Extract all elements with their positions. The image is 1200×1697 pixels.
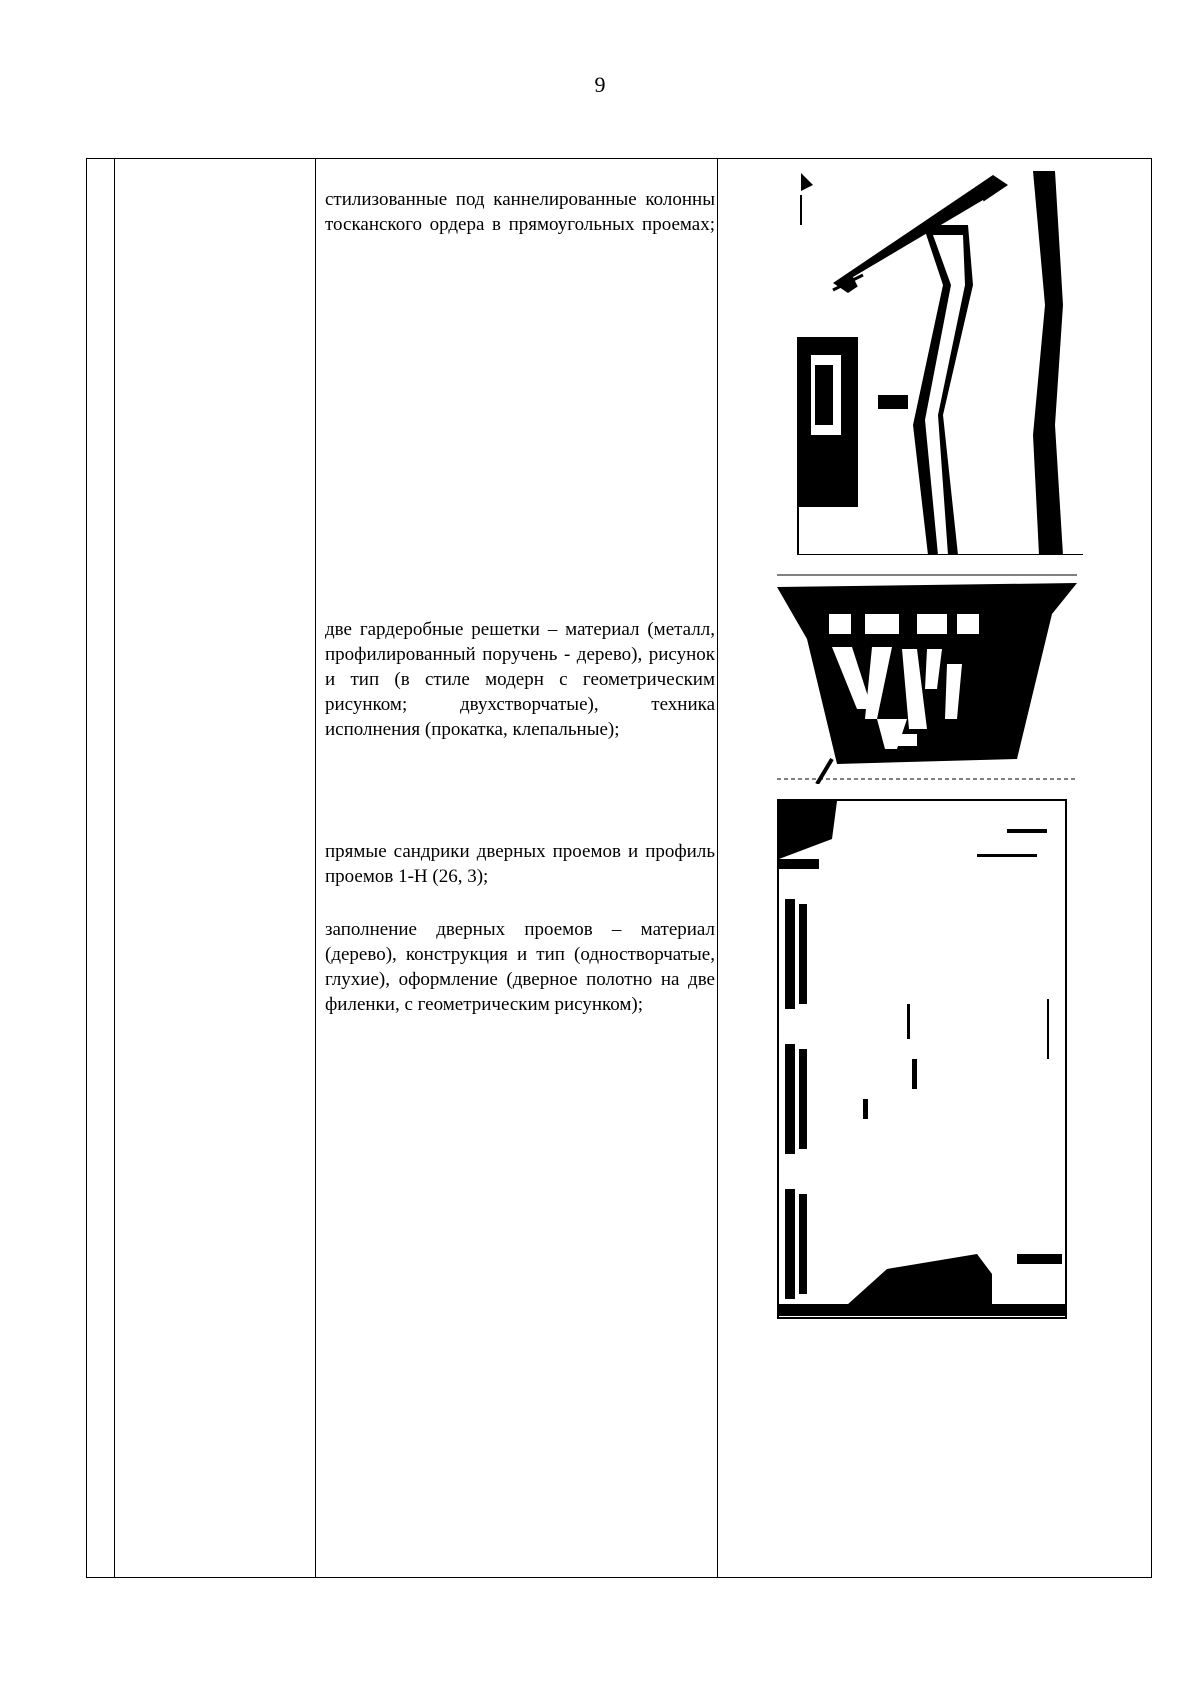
- wardrobe-grille-photo: [777, 569, 1077, 784]
- column-divider: [315, 159, 316, 1577]
- item-description: две гардеробные решетки – материал (металл, профилированный поручень - дерево), рисунок и тип (в стиле модерн с геометрическим рисунком; двухстворчатые), техника исполнения (прокатка, клепальные);: [325, 619, 715, 740]
- door-photo: [777, 799, 1067, 1319]
- column-divider: [114, 159, 115, 1577]
- item-description: стилизованные под каннелированные колонны тосканского ордера в прямоугольных проемах;: [325, 189, 715, 235]
- items-table: [86, 158, 1152, 1578]
- page-number: 9: [594, 72, 606, 97]
- column-divider: [717, 159, 718, 1577]
- column-photo: [793, 165, 1083, 555]
- item-description: заполнение дверных проемов – материал (дерево), конструкция и тип (одностворчатые, глухие), оформление (дверное полотно на две филенки, с геометрическим рисунком);: [325, 919, 715, 1015]
- item-description: прямые сандрики дверных проемов и профиль проемов 1-Н (26, 3);: [325, 841, 715, 887]
